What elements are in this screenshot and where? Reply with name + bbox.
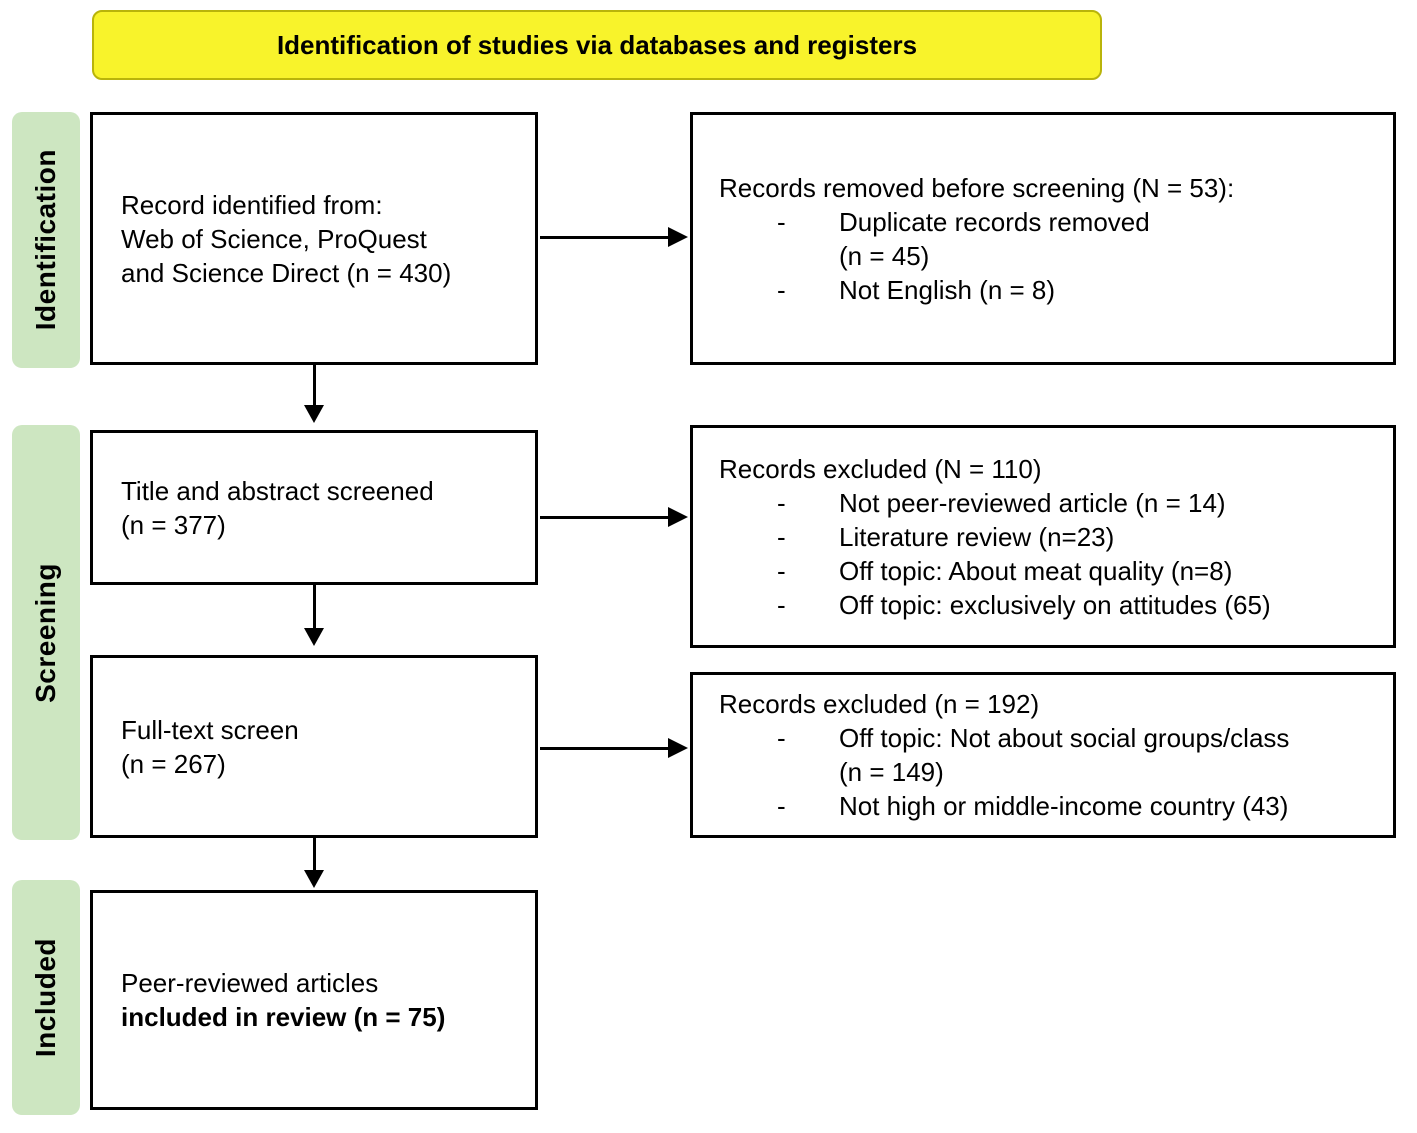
arrow-fulltext-to-included — [313, 838, 316, 872]
arrow-screened-to-excluded — [540, 516, 672, 519]
exclusion-item — [777, 205, 1379, 273]
exclusion-full-text-header: Records excluded (n = 192) — [719, 689, 1040, 719]
full-text-screen-box — [90, 655, 538, 838]
exclusion-item-text: Off topic: About meat quality (n=8) — [839, 555, 1233, 586]
stage-label-identification — [12, 112, 80, 368]
exclusion-item-text: Off topic: exclusively on attitudes (65) — [839, 589, 1271, 620]
exclusion-item — [777, 554, 1379, 588]
stage-label-included-text: Included — [30, 937, 61, 1058]
arrow-identified-to-removed — [540, 236, 672, 239]
full-text-screen-line: (n = 267) — [121, 748, 226, 779]
exclusion-item-text: Not English (n = 8) — [839, 274, 1056, 305]
title-abstract-screened-box — [90, 430, 538, 585]
exclusion-item-text: Not peer-reviewed article (n = 14) — [839, 487, 1226, 518]
arrowhead-down-icon — [304, 870, 324, 888]
exclusion-item — [777, 721, 1379, 789]
arrowhead-down-icon — [304, 405, 324, 423]
bullet-dash: - — [777, 487, 786, 518]
stage-label-screening — [12, 425, 80, 840]
stage-label-screening-text: Screening — [30, 562, 61, 703]
stage-label-identification-text: Identification — [30, 149, 61, 331]
bullet-dash: - — [777, 555, 786, 586]
arrowhead-right-icon — [668, 507, 688, 527]
exclusion-item — [777, 486, 1379, 520]
included-in-review-line: Peer-reviewed articles — [121, 968, 379, 998]
stage-label-included — [12, 880, 80, 1115]
diagram-title-text: Identification of studies via databases and registers — [276, 29, 918, 60]
exclusion-item — [777, 273, 1379, 307]
exclusion-item-text: Not high or middle-income country (43) — [839, 791, 1289, 821]
bullet-dash: - — [777, 206, 786, 237]
exclusion-item — [777, 520, 1379, 554]
diagram-title-box — [92, 10, 1102, 80]
title-abstract-screened-line: Title and abstract screened — [121, 475, 434, 506]
title-abstract-screened-line: (n = 377) — [121, 509, 226, 540]
arrowhead-right-icon — [668, 227, 688, 247]
bullet-dash: - — [777, 723, 786, 753]
arrow-screened-to-fulltext — [313, 585, 316, 630]
exclusion-item — [777, 789, 1379, 823]
included-in-review-box — [90, 890, 538, 1110]
records-identified-box — [90, 112, 538, 365]
records-identified-line: Web of Science, ProQuest — [121, 223, 427, 254]
exclusion-full-text-box — [690, 672, 1396, 838]
arrow-identified-to-screened — [313, 365, 316, 407]
arrowhead-down-icon — [304, 628, 324, 646]
exclusion-title-abstract-box — [690, 425, 1396, 648]
exclusion-item-text: Off topic: Not about social groups/class (n = 149) — [839, 723, 1290, 787]
bullet-dash: - — [777, 521, 786, 552]
bullet-dash: - — [777, 274, 786, 305]
full-text-screen-line: Full-text screen — [121, 714, 299, 745]
bullet-dash: - — [777, 589, 786, 620]
exclusion-title-abstract-header: Records excluded (N = 110) — [719, 453, 1042, 484]
arrow-fulltext-to-excluded — [540, 747, 672, 750]
exclusion-before-screening-header: Records removed before screening (N = 53): — [719, 172, 1235, 203]
bullet-dash: - — [777, 791, 786, 821]
exclusion-before-screening-box — [690, 112, 1396, 365]
included-in-review-count: included in review (n = 75) — [121, 1002, 446, 1032]
arrowhead-right-icon — [668, 738, 688, 758]
records-identified-line: Record identified from: — [121, 189, 383, 220]
exclusion-item — [777, 588, 1379, 622]
records-identified-line: and Science Direct (n = 430) — [121, 257, 452, 288]
exclusion-item-text: Literature review (n=23) — [839, 521, 1115, 552]
exclusion-item-text: Duplicate records removed (n = 45) — [839, 206, 1150, 271]
